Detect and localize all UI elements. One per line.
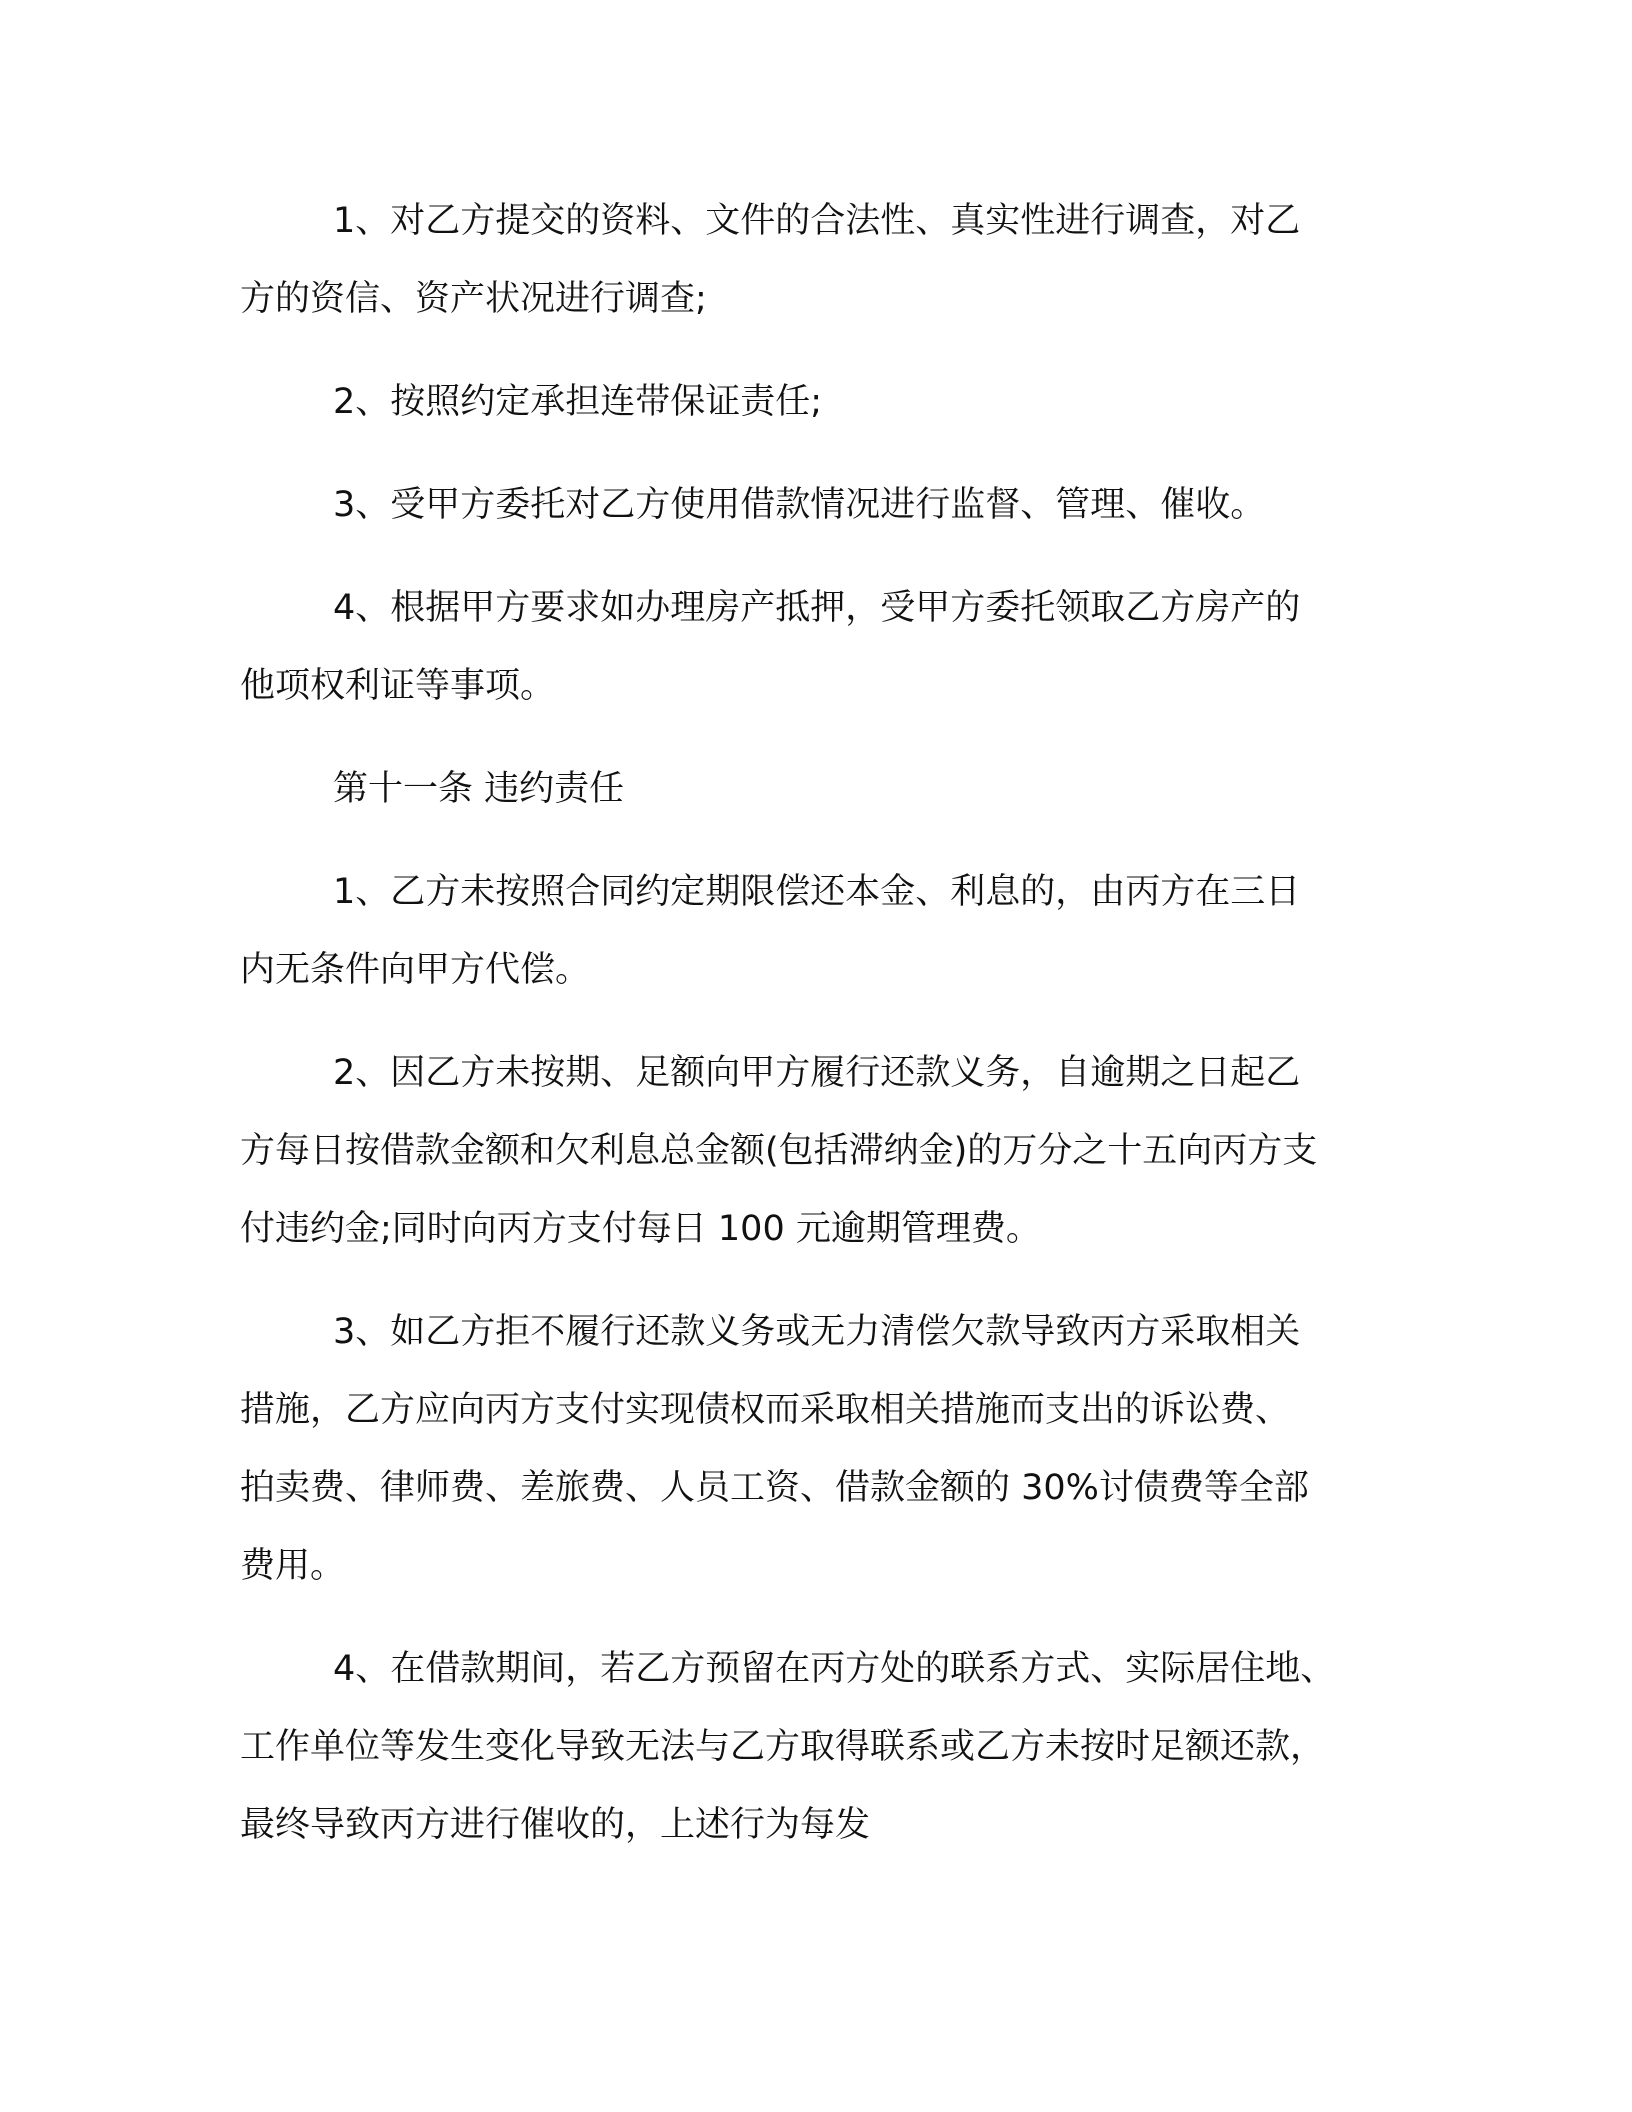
text-line: 拍卖费、律师费、差旅费、人员工资、借款金额的 30%讨债费等全部 xyxy=(240,1468,1309,1508)
clause-10-item-4 xyxy=(240,569,1382,725)
text-line: 最终导致丙方进行催收的，上述行为每发 xyxy=(240,1805,871,1845)
clause-11-item-2 xyxy=(240,1034,1382,1268)
article-11-heading xyxy=(240,750,1382,828)
clause-10-item-1 xyxy=(240,182,1382,338)
text-line: 2、按照约定承担连带保证责任; xyxy=(333,382,823,422)
text-line: 1、乙方未按照合同约定期限偿还本金、利息的，由丙方在三日 xyxy=(333,872,1301,912)
text-line: 方的资信、资产状况进行调查; xyxy=(240,279,707,319)
document-body xyxy=(240,182,1382,1889)
text-line: 工作单位等发生变化导致无法与乙方取得联系或乙方未按时足额还款， xyxy=(240,1727,1326,1767)
clause-11-item-3 xyxy=(240,1293,1382,1605)
section-heading: 第十一条 违约责任 xyxy=(333,769,625,809)
text-line: 4、在借款期间，若乙方预留在丙方处的联系方式、实际居住地、 xyxy=(333,1649,1336,1689)
text-line: 3、受甲方委托对乙方使用借款情况进行监督、管理、催收。 xyxy=(333,485,1266,525)
text-line: 2、因乙方未按期、足额向甲方履行还款义务，自逾期之日起乙 xyxy=(333,1053,1301,1093)
text-line: 1、对乙方提交的资料、文件的合法性、真实性进行调查，对乙 xyxy=(333,201,1301,241)
text-line: 4、根据甲方要求如办理房产抵押，受甲方委托领取乙方房产的 xyxy=(333,588,1301,628)
text-line: 措施，乙方应向丙方支付实现债权而采取相关措施而支出的诉讼费、 xyxy=(240,1390,1291,1430)
text-line: 方每日按借款金额和欠利息总金额(包括滞纳金)的万分之十五向丙方支 xyxy=(240,1131,1318,1171)
text-line: 3、如乙方拒不履行还款义务或无力清偿欠款导致丙方采取相关 xyxy=(333,1312,1301,1352)
text-line: 内无条件向甲方代偿。 xyxy=(240,950,591,990)
clause-10-item-2 xyxy=(240,363,1382,441)
text-line: 费用。 xyxy=(240,1546,346,1586)
clause-11-item-4 xyxy=(240,1630,1382,1864)
text-line: 付违约金;同时向丙方支付每日 100 元逾期管理费。 xyxy=(240,1209,1041,1249)
text-line: 他项权利证等事项。 xyxy=(240,666,556,706)
clause-10-item-3 xyxy=(240,466,1382,544)
clause-11-item-1 xyxy=(240,853,1382,1009)
